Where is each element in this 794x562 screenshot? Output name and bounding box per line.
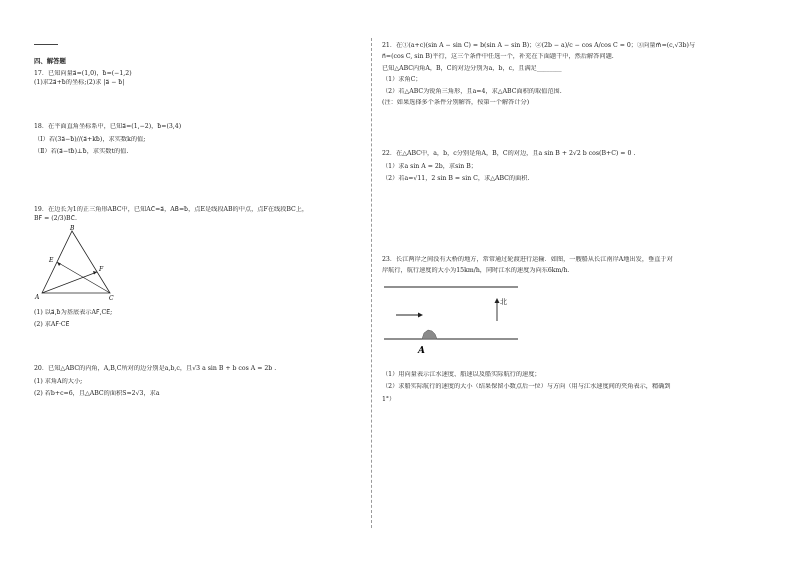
river-diagram	[382, 281, 522, 357]
q21-part1: （1）求角C；	[382, 76, 422, 84]
q23-stem: 23．长江两岸之间没有大桥的地方，常常通过轮渡进行运输．如图，一艘船从长江南岸A地出发，垂直于对	[382, 255, 673, 263]
question-18	[34, 123, 359, 156]
boat-shape	[422, 330, 437, 339]
question-23	[382, 256, 774, 404]
question-21	[382, 42, 774, 107]
q21-part2: （2）若△ABC为锐角三角形，且a=4，求△ABC面积的取值范围.	[382, 87, 562, 95]
north-label: 北	[500, 298, 507, 307]
q18-part1: （Ⅰ）若(3a⃗−b⃗)//(a⃗+kb⃗)，求实数k的值;	[34, 135, 146, 143]
q19-stem: 19．在边长为1的正三角形ABC中，已知AC⃗=a⃗，AB⃗=b⃗，点E是线段AB的中点，点F在线段BC上，	[34, 206, 309, 214]
q23-part2-cont: 1°）	[382, 395, 396, 403]
q20-part2: (2) 若b+c=6，且△ABC的面积S=2√3，求a	[34, 390, 160, 398]
q18-part2: （Ⅱ）若(a⃗−tb⃗)⊥b⃗，求实数t的值.	[34, 148, 129, 156]
column-divider	[371, 38, 372, 528]
point-a-label: A	[418, 346, 425, 357]
q19-condition: BF⃗ = (2/3)BC⃗.	[34, 214, 77, 222]
q17-stem: 17．已知向量a⃗=(1,0)，b⃗=(−1,2)	[34, 70, 132, 78]
label-c: C	[109, 295, 114, 302]
q17-parts: (1)求2a⃗+b⃗的坐标;(2)求 |a⃗ − b⃗|	[34, 78, 125, 86]
question-22	[382, 150, 774, 183]
triangle-diagram	[34, 225, 124, 301]
question-17	[34, 70, 359, 87]
right-column	[382, 42, 774, 404]
q23-part2: （2）求船实际航行的速度的大小（结果保留小数点后一位）与方向（用与江水速度间的夹角表示，精确到	[382, 383, 671, 391]
q23-stem-cont: 岸航行，航行速度的大小为15km/h，同时江水的速度为向东6km/h．	[382, 267, 574, 275]
q21-given: 已知△ABC内角A，B，C的对边分别为a，b，c，且满足________	[382, 64, 562, 72]
question-19	[34, 206, 359, 329]
label-f: F	[99, 266, 104, 274]
q22-part1: （1）求a sin A = 2b，求sin B；	[382, 162, 477, 170]
q21-stem: 21．在①(a+c)(sin A − sin C) = b(sin A − sin B)；②(2b − a)/c − cos A/cos C = 0；③向量m⃗=(c,√3b)与	[382, 42, 696, 49]
current-arrow-head	[418, 313, 423, 318]
section-title: 四、解答题	[34, 57, 66, 65]
q23-part1: （1）用向量表示江水速度、船速以及船实际航行的速度；	[382, 370, 541, 378]
question-20	[34, 365, 359, 398]
q20-stem: 20．已知△ABC的内角，A,B,C所对的边分别是a,b,c，且√3 a sin B + b cos A = 2b .	[34, 365, 277, 373]
q20-part1: (1) 求角A的大小;	[34, 377, 83, 385]
label-e: E	[49, 257, 54, 265]
arrow-head-e	[57, 262, 61, 266]
label-b: B	[70, 225, 75, 233]
q18-stem: 18．在平面直角坐标系中，已知a⃗=(1,−2)，b⃗=(3,4)	[34, 123, 182, 131]
q22-part2: （2）若a=√11，2 sin B = sin C，求△ABC的面积.	[382, 175, 530, 183]
triangle-figure	[34, 225, 359, 304]
answer-blank-line	[34, 42, 58, 45]
left-column	[34, 42, 359, 399]
label-a: A	[35, 294, 40, 302]
q19-part1: (1) 以a⃗,b⃗为基底表示AF⃗,CE⃗;	[34, 308, 113, 316]
q21-note: (注：如果选择多个条件分别解答，按第一个解答计分)	[382, 99, 530, 107]
q19-part2: (2) 求AF⃗·CE⃗	[34, 321, 70, 329]
river-figure	[382, 281, 774, 360]
q21-stem-cont: n⃗=(cos C, sin B)平行，这三个条件中任选一个，补充在下面题干中，然后解答问题.	[382, 53, 614, 61]
q22-stem: 22．在△ABC中，a，b，c分别是角A，B，C的对边，且a sin B + 2√2 b cos(B+C) = 0 .	[382, 150, 636, 158]
north-arrow-head	[495, 298, 500, 303]
